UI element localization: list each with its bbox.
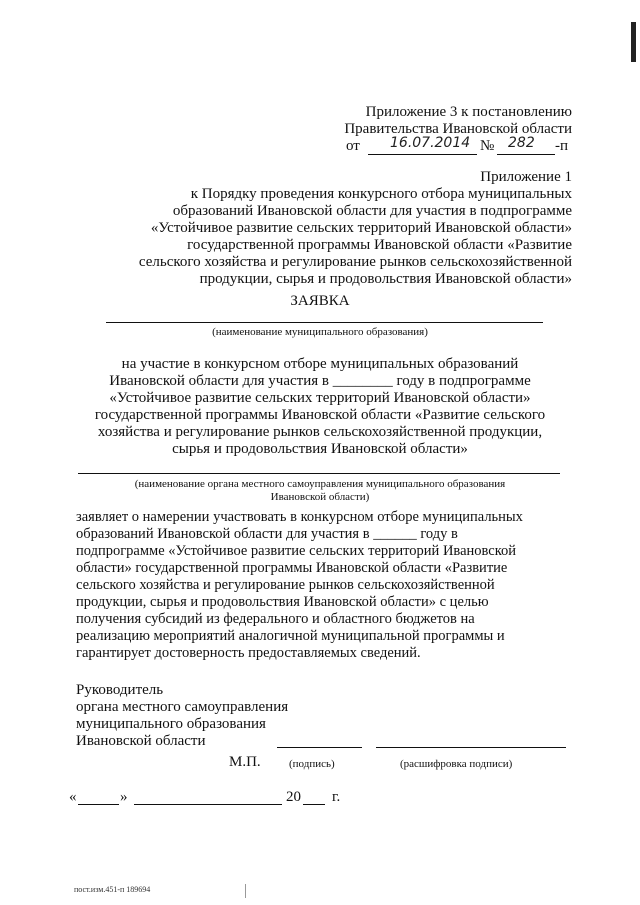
intro-line: сырья и продовольствия Ивановской области» (172, 441, 468, 457)
body-line: гарантирует достоверность предоставляемых сведений. (76, 645, 421, 661)
body-line: реализацию мероприятий аналогичной муниципальной программы и (76, 628, 505, 644)
header-number-suffix: -п (555, 138, 569, 154)
intro-line: хозяйства и регулирование рынков сельскохозяйственной продукции, (97, 424, 543, 440)
header-number-sign: № (480, 138, 495, 154)
date-year-prefix: 20 (286, 789, 301, 805)
appendix-line: к Порядку проведения конкурсного отбора муниципальных (190, 186, 572, 202)
handwritten-date: 16.07.2014 (390, 135, 471, 151)
signature-caption: (подпись) (289, 758, 335, 770)
appendix-line: «Устойчивое развитие сельских территорий Ивановской области» (150, 220, 572, 236)
header-line-1: Приложение 3 к постановлению (365, 104, 572, 120)
document-heading: ЗАЯВКА (290, 293, 350, 309)
body-line: сельского хозяйства и регулирование рынков сельскохозяйственной (76, 577, 495, 593)
date-month-line (134, 804, 282, 805)
handwritten-number: 282 (508, 135, 535, 151)
appendix-line: продукции, сырья и продовольствия Ивановской области» (199, 271, 572, 287)
decoding-caption: (расшифровка подписи) (400, 758, 513, 770)
signatory-line: органа местного самоуправления (76, 699, 289, 715)
number-underline (497, 154, 555, 155)
appendix-line: сельского хозяйства и регулирование рынков сельскохозяйственной (138, 254, 572, 270)
authority-blank-line (78, 473, 560, 474)
signature-line (277, 747, 362, 748)
signatory-line: Ивановской области (76, 733, 206, 749)
scan-speck (245, 884, 246, 898)
date-year-line (303, 804, 325, 805)
intro-line: Ивановской области для участия в ________ году в подпрограмме (109, 373, 531, 389)
municipality-caption: (наименование муниципального образования) (212, 326, 428, 338)
intro-line: «Устойчивое развитие сельских территорий Ивановской области» (109, 390, 531, 406)
stamp-label: М.П. (229, 754, 261, 770)
body-line: образований Ивановской области для участия в ______ году в (76, 526, 458, 542)
date-close-quote: » (120, 789, 128, 805)
footer-code: пост.изм.451-п 189694 (74, 885, 151, 894)
scan-edge-mark (631, 22, 636, 62)
date-day-line (78, 804, 119, 805)
decoding-line (376, 747, 566, 748)
body-line: области» государственной программы Ивановской области «Развитие (76, 560, 508, 576)
body-line: получения субсидий из федерального и областного бюджетов на (76, 611, 475, 627)
header-date-prefix: от (346, 138, 360, 154)
body-line: продукции, сырья и продовольствия Ивановской области» с целью (76, 594, 489, 610)
body-line: подпрограмме «Устойчивое развитие сельских территорий Ивановской (76, 543, 517, 559)
appendix-line: образований Ивановской области для участия в подпрограмме (172, 203, 572, 219)
intro-line: государственной программы Ивановской области «Развитие сельского (94, 407, 546, 423)
authority-caption-2: Ивановской области) (270, 491, 370, 503)
header-line-2: Правительства Ивановской области (344, 121, 572, 137)
appendix-title: Приложение 1 (480, 169, 572, 185)
date-open-quote: « (69, 789, 77, 805)
appendix-line: государственной программы Ивановской области «Развитие (187, 237, 572, 253)
signatory-line: муниципального образования (76, 716, 266, 732)
date-underline (368, 154, 477, 155)
signatory-line: Руководитель (76, 682, 164, 698)
intro-line: на участие в конкурсном отборе муниципальных образований (121, 356, 519, 372)
body-line: заявляет о намерении участвовать в конкурсном отборе муниципальных (76, 509, 523, 525)
authority-caption-1: (наименование органа местного самоуправления муниципального образования (134, 478, 506, 490)
date-year-suffix: г. (332, 789, 341, 805)
municipality-blank-line (106, 322, 543, 323)
